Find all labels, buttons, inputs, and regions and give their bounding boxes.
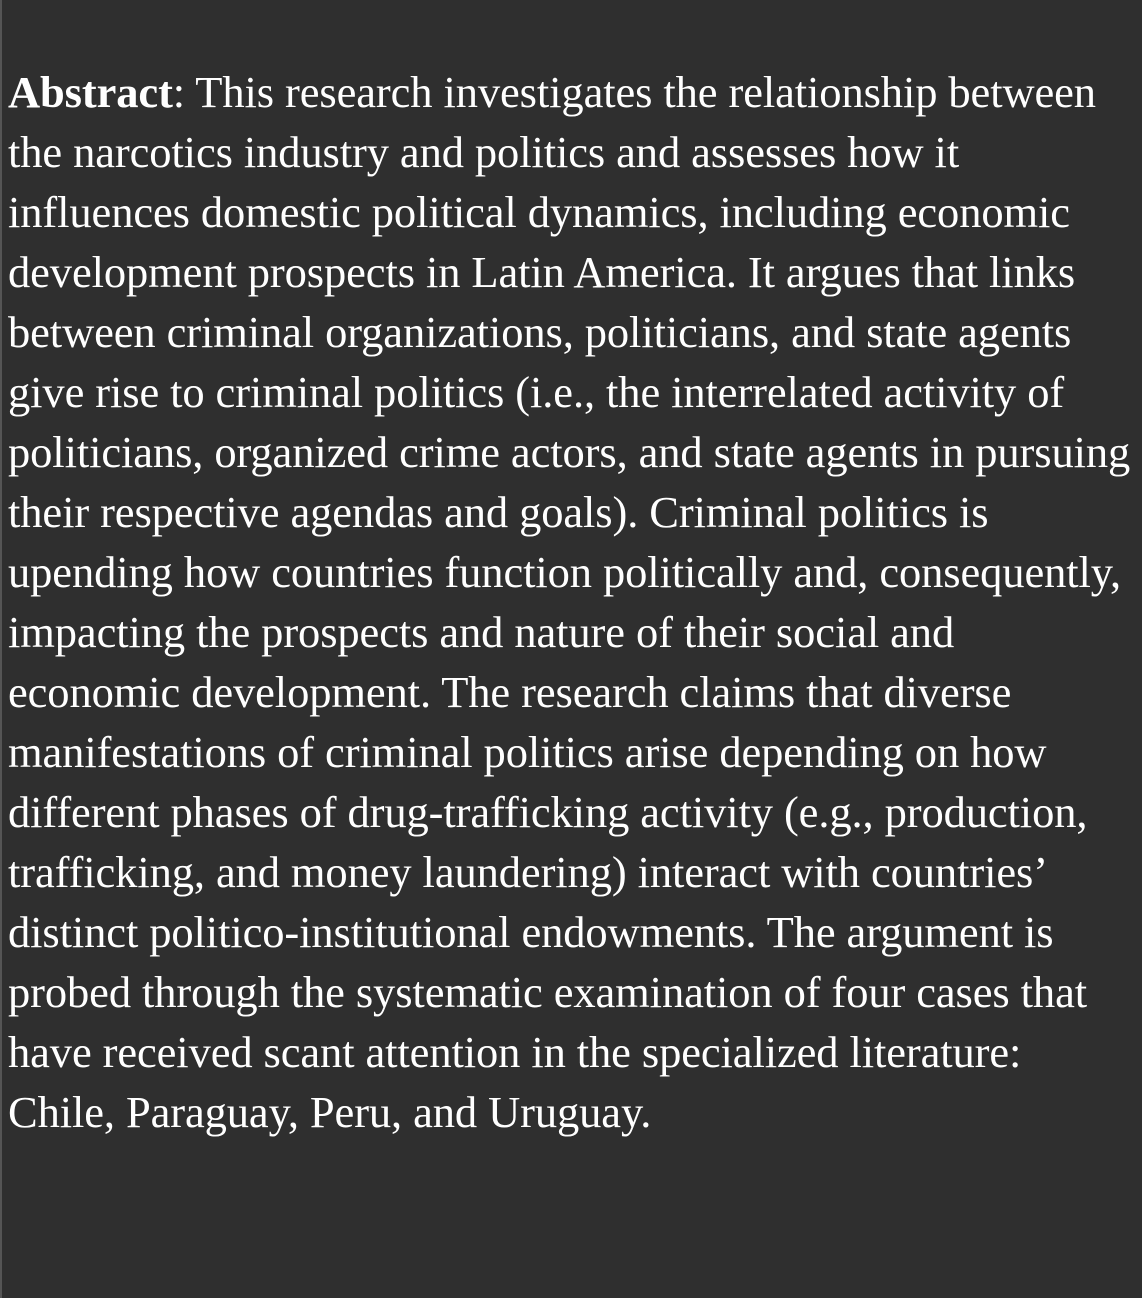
abstract-paragraph — [8, 62, 1132, 1142]
abstract-separator: : — [172, 67, 196, 117]
abstract-label: Abstract — [8, 67, 173, 117]
abstract-body: This research investigates the relationship between the narcotics industry and politics and assesses how it influences domestic political dynamics, including economic development prospects in Latin America. It argues that links between criminal organizations, politicians, and state agents give rise to criminal politics (i.e., the interrelated activity of politicians, organized crime actors, and state agents in pursuing their respective agendas and goals). Criminal politics is upending how countries function politically and, consequently, impacting the prospects and nature of their social and economic development. The research claims that diverse manifestations of criminal politics arise depending on how different phases of drug-trafficking activity (e.g., production, trafficking, and money laundering) interact with countries’ distinct politico-institutional endowments. The argument is probed through the systematic examination of four cases that have received scant attention in the specialized literature: Chile, Paraguay, Peru, and Uruguay. — [8, 67, 1131, 1137]
